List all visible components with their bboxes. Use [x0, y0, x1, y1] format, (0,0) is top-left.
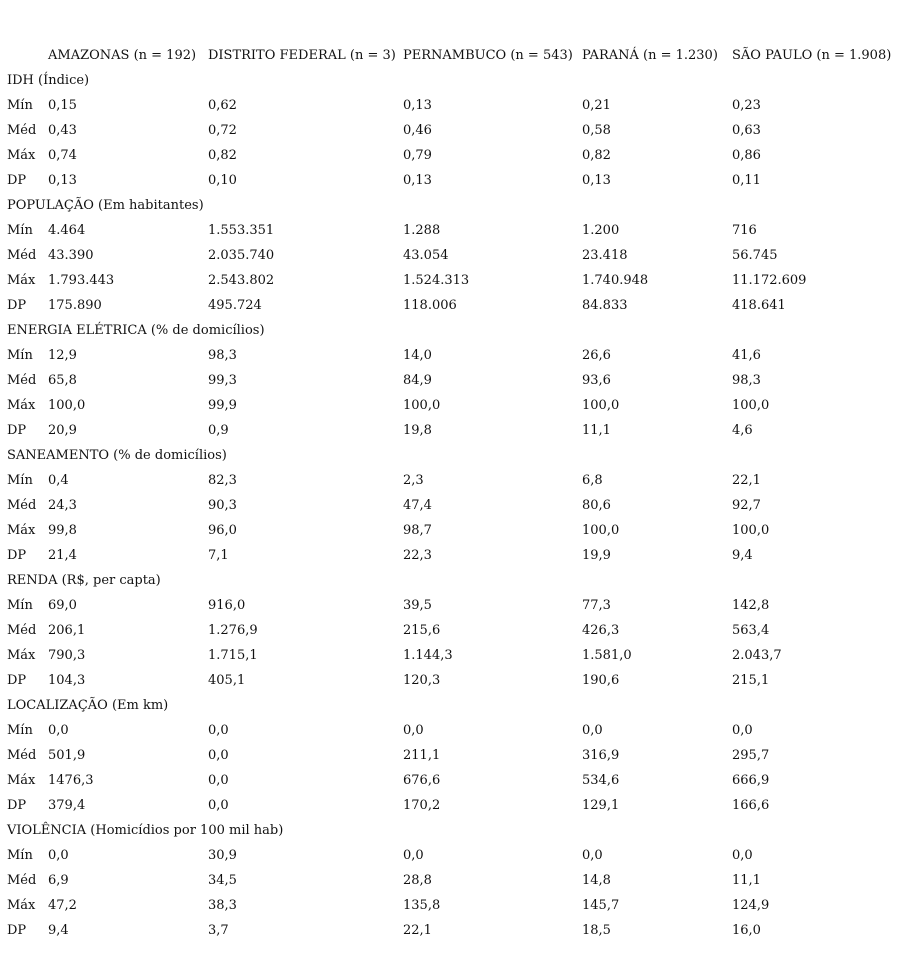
section-title: [0, 443, 905, 468]
table-row: [0, 418, 905, 443]
table-cell: 99,8: [48, 523, 77, 538]
table-cell: 21,4: [48, 548, 77, 563]
table-cell: 98,3: [208, 348, 237, 363]
table-cell: 0,0: [732, 848, 753, 863]
table-cell: 0,0: [732, 723, 753, 738]
row-label: Méd: [7, 373, 37, 388]
table-cell: 170,2: [403, 798, 441, 813]
table-cell: 6,8: [582, 473, 603, 488]
table-cell: 0,15: [48, 98, 77, 113]
table-cell: 0,0: [208, 798, 229, 813]
row-label: Máx: [7, 523, 36, 538]
table-cell: 124,9: [732, 898, 770, 913]
row-label: Máx: [7, 148, 36, 163]
table-cell: 0,62: [208, 98, 237, 113]
table-cell: 104,3: [48, 673, 86, 688]
table-cell: 379,4: [48, 798, 86, 813]
table-row: [0, 768, 905, 793]
table-cell: 0,0: [403, 848, 424, 863]
table-cell: 0,74: [48, 148, 77, 163]
section-title-text: SANEAMENTO (% de domicílios): [7, 448, 227, 463]
table-cell: 1.715,1: [208, 648, 258, 663]
table-cell: 18,5: [582, 923, 611, 938]
section-title: [0, 693, 905, 718]
table-cell: 100,0: [582, 523, 620, 538]
table-cell: 9,4: [732, 548, 753, 563]
table-cell: 23.418: [582, 248, 628, 263]
column-header: SÃO PAULO (n = 1.908): [732, 48, 892, 63]
table-cell: 0,43: [48, 123, 77, 138]
table-cell: 1.524.313: [403, 273, 470, 288]
row-label: Máx: [7, 898, 36, 913]
table-cell: 418.641: [732, 298, 786, 313]
table-cell: 11,1: [732, 873, 761, 888]
row-label: DP: [7, 423, 27, 438]
table-row: [0, 293, 905, 318]
table-row: [0, 218, 905, 243]
table-row: [0, 743, 905, 768]
table-cell: 100,0: [403, 398, 441, 413]
row-label: DP: [7, 173, 27, 188]
table-row: [0, 168, 905, 193]
table-cell: 501,9: [48, 748, 86, 763]
table-cell: 166,6: [732, 798, 770, 813]
table-row: [0, 793, 905, 818]
table-cell: 0,0: [582, 848, 603, 863]
table-cell: 41,6: [732, 348, 761, 363]
table-cell: 1.740.948: [582, 273, 649, 288]
table-row: [0, 593, 905, 618]
table-cell: 0,82: [208, 148, 237, 163]
row-label: Méd: [7, 498, 37, 513]
row-label: Mín: [7, 348, 33, 363]
table-cell: 38,3: [208, 898, 237, 913]
table-cell: 1.288: [403, 223, 441, 238]
row-label: DP: [7, 673, 27, 688]
table-cell: 405,1: [208, 673, 246, 688]
table-cell: 0,13: [582, 173, 611, 188]
table-cell: 0,0: [208, 723, 229, 738]
row-label: Méd: [7, 748, 37, 763]
table-cell: 1.553.351: [208, 223, 275, 238]
row-label: Méd: [7, 248, 37, 263]
table-cell: 43.054: [403, 248, 449, 263]
table-cell: 2.035.740: [208, 248, 275, 263]
table-cell: 1.793.443: [48, 273, 115, 288]
table-row: [0, 618, 905, 643]
table-cell: 77,3: [582, 598, 611, 613]
row-label: Mín: [7, 723, 33, 738]
table-cell: 19,9: [582, 548, 611, 563]
table-cell: 0,21: [582, 98, 611, 113]
column-header: AMAZONAS (n = 192): [48, 48, 197, 63]
table-cell: 99,9: [208, 398, 237, 413]
header-row: [0, 43, 905, 68]
row-label: DP: [7, 798, 27, 813]
row-label: Mín: [7, 598, 33, 613]
table-cell: 22,1: [403, 923, 432, 938]
table-cell: 215,1: [732, 673, 770, 688]
table-cell: 0,4: [48, 473, 69, 488]
table-cell: 11,1: [582, 423, 611, 438]
table-cell: 92,7: [732, 498, 761, 513]
row-label: Méd: [7, 873, 37, 888]
table-cell: 80,6: [582, 498, 611, 513]
row-label: Mín: [7, 223, 33, 238]
table-cell: 4.464: [48, 223, 86, 238]
table-cell: 34,5: [208, 873, 237, 888]
table-cell: 215,6: [403, 623, 441, 638]
table-cell: 716: [732, 223, 757, 238]
row-label: DP: [7, 923, 27, 938]
table-cell: 0,10: [208, 173, 237, 188]
table-cell: 82,3: [208, 473, 237, 488]
table-cell: 426,3: [582, 623, 620, 638]
table-row: [0, 118, 905, 143]
table-cell: 69,0: [48, 598, 77, 613]
table-cell: 790,3: [48, 648, 86, 663]
table-cell: 295,7: [732, 748, 770, 763]
table-row: [0, 718, 905, 743]
table-cell: 9,4: [48, 923, 69, 938]
row-label: Máx: [7, 398, 36, 413]
table-row: [0, 468, 905, 493]
table-cell: 100,0: [732, 523, 770, 538]
table-cell: 916,0: [208, 598, 246, 613]
table-cell: 2.543.802: [208, 273, 275, 288]
section-title-text: IDH (Índice): [7, 73, 90, 88]
table-cell: 93,6: [582, 373, 611, 388]
table-cell: 0,58: [582, 123, 611, 138]
table-cell: 1.200: [582, 223, 620, 238]
table-cell: 56.745: [732, 248, 778, 263]
column-header: DISTRITO FEDERAL (n = 3): [208, 48, 396, 63]
table-cell: 0,9: [208, 423, 229, 438]
table-cell: 4,6: [732, 423, 753, 438]
table-cell: 22,3: [403, 548, 432, 563]
table-cell: 7,1: [208, 548, 229, 563]
table-cell: 47,2: [48, 898, 77, 913]
table-row: [0, 668, 905, 693]
table-row: [0, 893, 905, 918]
table-cell: 534,6: [582, 773, 620, 788]
table-row: [0, 643, 905, 668]
table-cell: 0,0: [48, 723, 69, 738]
table-cell: 0,82: [582, 148, 611, 163]
table-cell: 14,0: [403, 348, 432, 363]
table-cell: 0,0: [208, 748, 229, 763]
table-row: [0, 243, 905, 268]
section-title-text: ENERGIA ELÉTRICA (% de domicílios): [7, 323, 265, 338]
table-cell: 90,3: [208, 498, 237, 513]
table-cell: 11.172.609: [732, 273, 807, 288]
table-row: [0, 393, 905, 418]
table-cell: 100,0: [582, 398, 620, 413]
table-cell: 0,0: [48, 848, 69, 863]
table-cell: 96,0: [208, 523, 237, 538]
column-header: PARANÁ (n = 1.230): [582, 48, 718, 63]
table-cell: 135,8: [403, 898, 441, 913]
column-header: PERNAMBUCO (n = 543): [403, 48, 573, 63]
table-cell: 99,3: [208, 373, 237, 388]
row-label: DP: [7, 548, 27, 563]
section-title: [0, 568, 905, 593]
table-cell: 0,72: [208, 123, 237, 138]
table-cell: 28,8: [403, 873, 432, 888]
table-cell: 19,8: [403, 423, 432, 438]
table-cell: 0,0: [582, 723, 603, 738]
table-cell: 20,9: [48, 423, 77, 438]
table-cell: 0,86: [732, 148, 761, 163]
row-label: Mín: [7, 473, 33, 488]
section-title-text: LOCALIZAÇÃO (Em km): [7, 698, 169, 713]
table-cell: 666,9: [732, 773, 770, 788]
table-cell: 142,8: [732, 598, 770, 613]
table-row: [0, 918, 905, 943]
table-row: [0, 518, 905, 543]
table-cell: 26,6: [582, 348, 611, 363]
table-row: [0, 843, 905, 868]
table-cell: 190,6: [582, 673, 620, 688]
row-label: Mín: [7, 98, 33, 113]
table-cell: 0,46: [403, 123, 432, 138]
table-row: [0, 93, 905, 118]
row-label: Máx: [7, 773, 36, 788]
table-cell: 206,1: [48, 623, 86, 638]
table-cell: 6,9: [48, 873, 69, 888]
table-cell: 22,1: [732, 473, 761, 488]
table-row: [0, 493, 905, 518]
section-title-text: VIOLÊNCIA (Homicídios por 100 mil hab): [7, 823, 284, 838]
table-cell: 84,9: [403, 373, 432, 388]
table-cell: 0,0: [208, 773, 229, 788]
table-row: [0, 368, 905, 393]
table-cell: 118.006: [403, 298, 457, 313]
row-label: Mín: [7, 848, 33, 863]
row-label: Máx: [7, 648, 36, 663]
table-cell: 30,9: [208, 848, 237, 863]
table-cell: 1.144,3: [403, 648, 453, 663]
table-row: [0, 543, 905, 568]
table-cell: 12,9: [48, 348, 77, 363]
table-cell: 1.276,9: [208, 623, 258, 638]
table-cell: 563,4: [732, 623, 770, 638]
table-cell: 1.581,0: [582, 648, 632, 663]
table-cell: 2,3: [403, 473, 424, 488]
table-cell: 0,11: [732, 173, 761, 188]
table-cell: 24,3: [48, 498, 77, 513]
section-title-text: RENDA (R$, per capta): [7, 573, 161, 588]
row-label: Méd: [7, 123, 37, 138]
table-cell: 43.390: [48, 248, 94, 263]
row-label: Máx: [7, 273, 36, 288]
table-cell: 175.890: [48, 298, 102, 313]
table-row: [0, 868, 905, 893]
table-row: [0, 268, 905, 293]
table-cell: 1476,3: [48, 773, 94, 788]
table-cell: 0,0: [403, 723, 424, 738]
section-title: [0, 818, 905, 843]
table-cell: 98,7: [403, 523, 432, 538]
table-cell: 100,0: [732, 398, 770, 413]
table-cell: 211,1: [403, 748, 441, 763]
table-cell: 47,4: [403, 498, 432, 513]
table-cell: 0,23: [732, 98, 761, 113]
table-cell: 39,5: [403, 598, 432, 613]
table-cell: 145,7: [582, 898, 620, 913]
table-cell: 14,8: [582, 873, 611, 888]
table-row: [0, 343, 905, 368]
table-cell: 0,13: [403, 98, 432, 113]
table-cell: 316,9: [582, 748, 620, 763]
table-cell: 495.724: [208, 298, 262, 313]
table-cell: 676,6: [403, 773, 441, 788]
section-title-text: POPULAÇÃO (Em habitantes): [7, 198, 204, 213]
section-title: [0, 318, 905, 343]
table-cell: 98,3: [732, 373, 761, 388]
table-cell: 65,8: [48, 373, 77, 388]
table-row: [0, 143, 905, 168]
row-label: DP: [7, 298, 27, 313]
table-cell: 0,13: [48, 173, 77, 188]
table-cell: 0,79: [403, 148, 432, 163]
table-cell: 0,13: [403, 173, 432, 188]
table-cell: 84.833: [582, 298, 628, 313]
table-cell: 16,0: [732, 923, 761, 938]
table-cell: 0,63: [732, 123, 761, 138]
table-cell: 129,1: [582, 798, 620, 813]
section-title: [0, 68, 905, 93]
table-cell: 120,3: [403, 673, 441, 688]
section-title: [0, 193, 905, 218]
table-cell: 100,0: [48, 398, 86, 413]
table-cell: 2.043,7: [732, 648, 782, 663]
row-label: Méd: [7, 623, 37, 638]
table-cell: 3,7: [208, 923, 229, 938]
